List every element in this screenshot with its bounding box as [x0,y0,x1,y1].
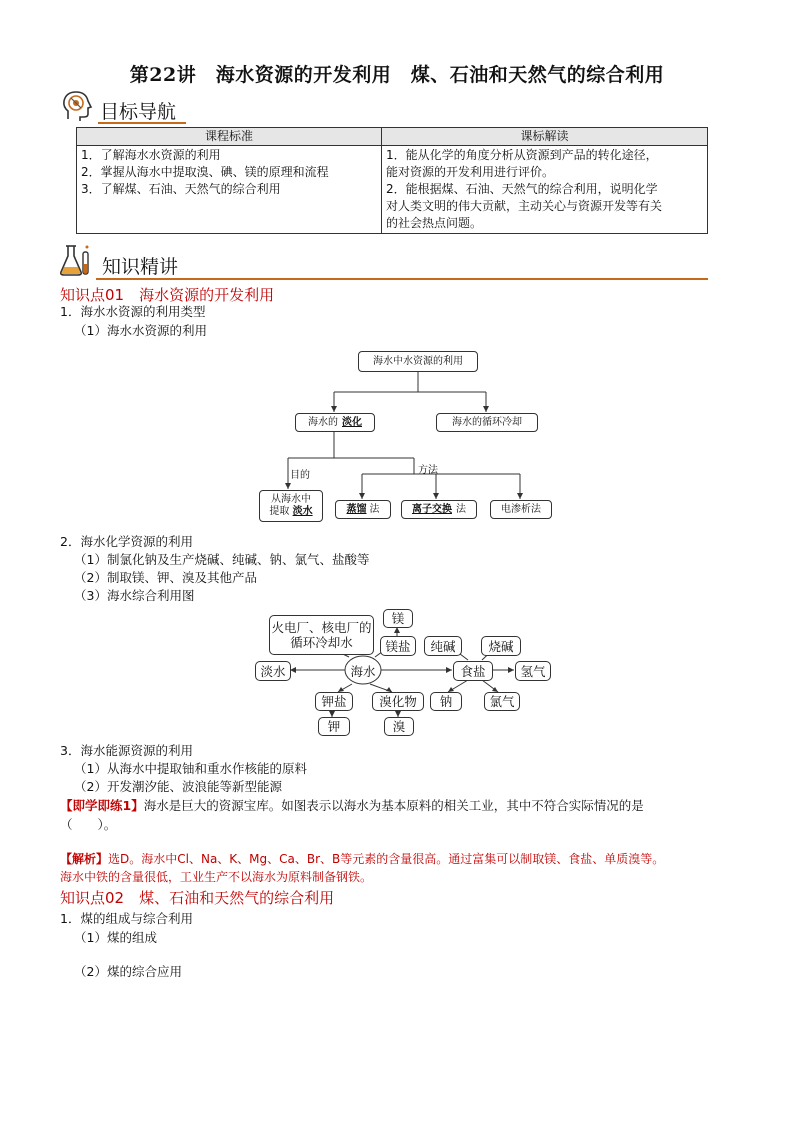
standard-item: 2．掌握从海水中提取溴、碘、镁的原理和流程 [81,165,329,179]
d1-desalination-prefix: 海水的 [308,416,338,428]
standard-item: 1．了解海水水资源的利用 [81,148,221,162]
d2-caustic-box: 烧碱 [481,636,521,656]
kp01-line-2: 2．海水化学资源的利用 [60,534,193,549]
kp01-line-1: 1．海水水资源的利用类型 [60,304,206,319]
interpretation-line: 2．能根据煤、石油、天然气的综合利用，说明化学 [386,182,658,196]
interpretation-line: 的社会热点问题。 [386,216,483,230]
analysis-tag: 【解析】 [60,852,109,866]
d2-center-label: 海水 [350,664,376,679]
exercise-paren: （ ）。 [60,817,117,832]
d2-cl2-box: 氯气 [484,692,520,711]
section-goal-heading: 目标导航 [100,101,177,123]
d2-k-box: 钾 [318,717,350,736]
d2-freshwater-box: 淡水 [255,661,291,681]
d1-purpose-line1: 从海水中 [271,494,311,505]
d2-bromide-box: 溴化物 [372,692,424,711]
d1-distillation-bold: 蒸馏 [346,503,367,515]
d2-br-box: 溴 [384,717,414,736]
standard-item: 3．了解煤、石油、天然气的综合利用 [81,182,281,196]
kp01-line-2a: （1）制氯化钠及生产烧碱、纯碱、钠、氯气、盐酸等 [74,552,370,567]
d1-purpose-label: 目的 [290,470,310,481]
d2-na-box: 钠 [430,692,462,711]
kp02-line-1b: （2）煤的综合应用 [74,964,182,979]
d1-electrodialysis-box: 电渗析法 [490,500,552,519]
exercise-1 [60,797,644,815]
d2-h2-box: 氢气 [515,661,551,681]
interpretation-line: 1．能从化学的角度分析从资源到产品的转化途径， [386,148,658,162]
kp02-line-1a: （1）煤的组成 [74,930,157,945]
kp01-line-2b: （2）制取镁、钾、溴及其他产品 [74,570,257,585]
d1-ion-exchange-bold: 离子交换 [412,503,452,515]
kp01-heading: 知识点01 海水资源的开发利用 [60,286,275,304]
kp02-line-1: 1．煤的组成与综合利用 [60,911,193,926]
d1-desalination-bold: 淡化 [342,416,362,428]
d1-root-box: 海水中水资源的利用 [358,351,478,372]
kp01-line-1a: （1）海水水资源的利用 [74,323,207,338]
d1-distillation-suffix: 法 [369,503,380,515]
interpretation-line: 对人类文明的伟大贡献，主动关心与资源开发等有关 [386,199,663,213]
kp01-line-3b: （2）开发潮汐能、波浪能等新型能源 [74,779,282,794]
kp02-heading: 知识点02 煤、石油和天然气的综合利用 [60,889,335,907]
exercise-tag: 【即学即练1】 [60,798,144,813]
d2-mg-box: 镁 [383,609,413,628]
kp01-line-2c: （3）海水综合利用图 [74,588,195,603]
table-header-interpretation: 课标解读 [382,128,708,146]
analysis-line-2: 海水中铁的含量很低，工业生产不以海水为原料制备钢铁。 [60,870,373,884]
d2-mgsalt-box: 镁盐 [380,636,416,656]
d1-purpose-bold: 淡水 [292,506,313,517]
d1-purpose-prefix: 提取 [269,506,290,517]
table-header-standard: 课程标准 [77,128,382,146]
d2-ksalt-box: 钾盐 [315,692,353,711]
kp01-line-3a: （1）从海水中提取铀和重水作核能的原料 [74,761,307,776]
section-knowledge-heading: 知识精讲 [102,256,179,278]
page-title: 第22讲 海水资源的开发利用 煤、石油和天然气的综合利用 [129,64,665,86]
d1-method-label: 方法 [418,465,438,476]
analysis-text-1: 选D。海水中Cl、Na、K、Mg、Ca、Br、B等元素的含量很高。通过富集可以制取镁、食盐、单质溴等。 [108,852,665,866]
d2-salt-box: 食盐 [453,661,493,681]
interpretation-line: 能对资源的开发利用进行评价。 [386,165,555,179]
d2-soda-box: 纯碱 [424,636,462,656]
analysis-line-1 [60,850,664,868]
d1-cooling-box: 海水的循环冷却 [436,413,538,432]
d2-power-plant-box: 火电厂、核电厂的循环冷却水 [269,615,374,655]
kp01-line-3: 3．海水能源资源的利用 [60,743,193,758]
d1-ion-exchange-suffix: 法 [456,503,466,515]
exercise-text: 海水是巨大的资源宝库。如图表示以海水为基本原料的相关工业，其中不符合实际情况的是 [143,798,644,813]
